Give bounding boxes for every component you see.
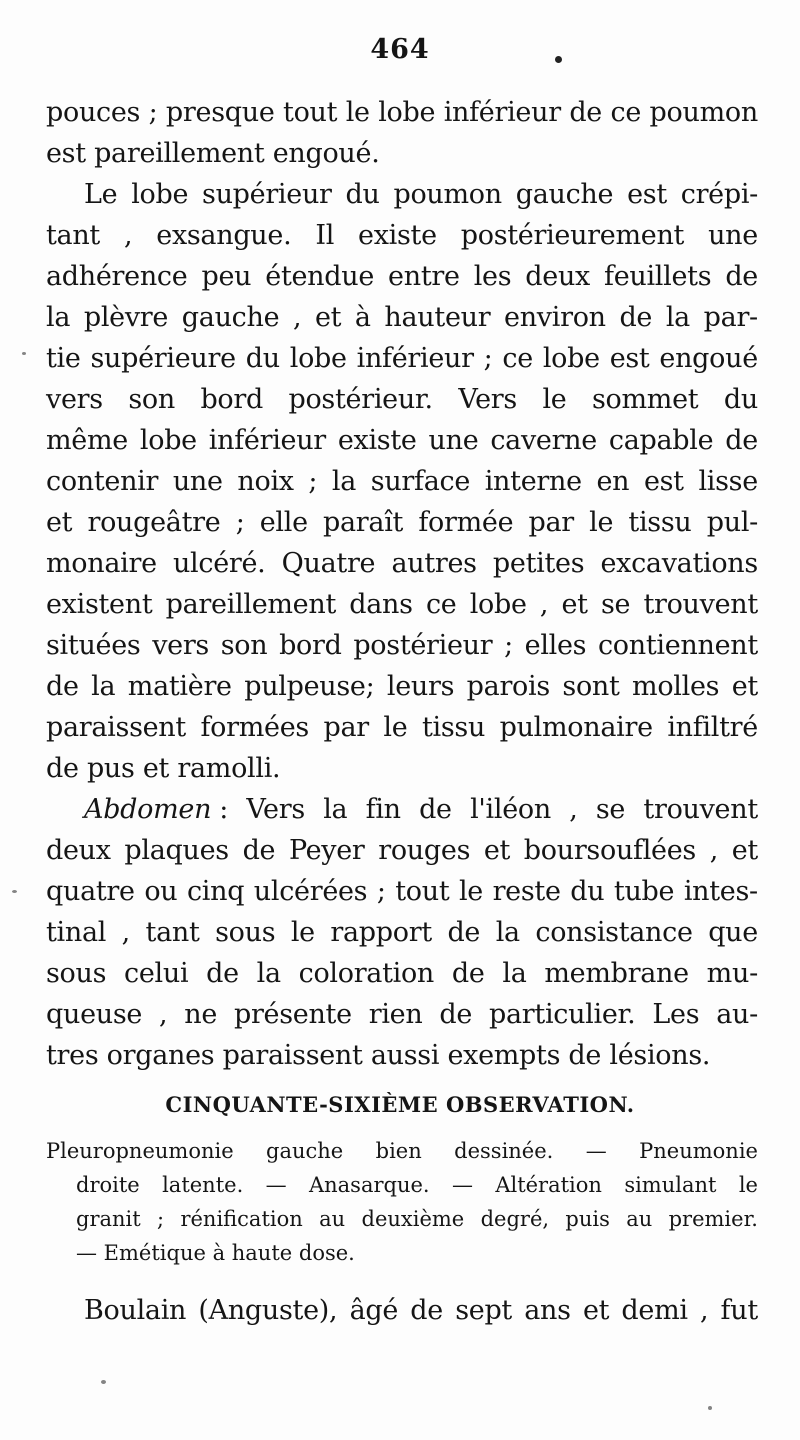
text-line (46, 420, 758, 461)
ink-speck-icon (22, 352, 26, 355)
text-line (46, 912, 758, 953)
word: peu (201, 261, 252, 292)
word: situées (46, 630, 141, 661)
word: ; (483, 343, 493, 374)
word: , (539, 589, 549, 620)
text-line (46, 871, 758, 912)
word: contiennent (597, 630, 758, 661)
word: la (323, 794, 348, 825)
word: noix (237, 466, 294, 497)
word: parois (466, 671, 550, 702)
word: lobe (469, 589, 527, 620)
word: de (206, 958, 239, 989)
word: plèvre (83, 302, 169, 333)
word: du (245, 343, 280, 374)
word: ; (235, 507, 245, 538)
text-line (46, 584, 758, 625)
word: de (410, 1295, 443, 1326)
summary-line: — Emétique à haute dose. (76, 1241, 355, 1265)
text-line (46, 174, 758, 215)
word: Il (315, 220, 335, 251)
word: rénification (180, 1207, 303, 1231)
word: : (219, 794, 228, 825)
word: une (708, 220, 758, 251)
word: la (331, 466, 357, 497)
word: autres (391, 548, 477, 579)
text-line (46, 953, 758, 994)
word: poumon (649, 97, 758, 128)
word: ou (144, 876, 178, 907)
word: vers (46, 384, 103, 415)
word: de (46, 671, 79, 702)
word: le (589, 507, 614, 538)
word: au (626, 1207, 653, 1231)
word: Vers (458, 384, 517, 415)
word: gauche (266, 1139, 344, 1163)
word: — (265, 1173, 287, 1197)
word: rouges (378, 835, 471, 866)
word: du (345, 179, 380, 210)
word: , (709, 835, 718, 866)
text-line: tres organes paraissent aussi exempts de lésions. (46, 1040, 711, 1071)
word: est (609, 343, 650, 374)
word: , (121, 917, 130, 948)
word: vers (152, 630, 209, 661)
word: les (473, 261, 512, 292)
word: ; (376, 876, 386, 907)
word: et (314, 302, 342, 333)
word: formée (418, 507, 514, 538)
word: ; (504, 630, 513, 661)
word: paraît (323, 507, 404, 538)
word: lisse (698, 466, 758, 497)
word: la (665, 302, 690, 333)
word: de (242, 835, 276, 866)
word: particulier. (489, 999, 636, 1030)
word: petites (492, 548, 585, 579)
word: fin (365, 794, 401, 825)
word: et (731, 671, 758, 702)
word: interne (484, 466, 582, 497)
word: ne (184, 999, 218, 1030)
word: , (123, 220, 133, 251)
word: — (585, 1139, 607, 1163)
word: de (447, 917, 481, 948)
word: deux (46, 835, 111, 866)
text-line (46, 215, 758, 256)
word: — (451, 1173, 473, 1197)
word: tant (46, 220, 100, 251)
word: bord (279, 630, 342, 661)
word: capable (608, 425, 714, 456)
word: trouvent (643, 589, 758, 620)
ink-speck-icon (12, 890, 17, 893)
word: monaire (46, 548, 157, 579)
word: reste (492, 876, 561, 907)
word: mu- (706, 958, 758, 989)
word: queuse (46, 999, 143, 1030)
word: existe (358, 220, 437, 251)
word: tout (283, 97, 338, 128)
summary-line (46, 1168, 758, 1202)
word: ans (524, 1295, 571, 1326)
word: le (290, 917, 315, 948)
word: le (542, 384, 567, 415)
observation-summary (46, 1134, 758, 1270)
word: ce (610, 97, 642, 128)
word: par (528, 507, 574, 538)
word: premier. (668, 1207, 758, 1231)
word: tout (395, 876, 450, 907)
word: demi (621, 1295, 688, 1326)
word: Les (652, 999, 700, 1030)
word: Pneumonie (639, 1139, 758, 1163)
word: trouvent (643, 794, 758, 825)
word: lobe (139, 425, 197, 456)
word: pareillement (165, 589, 336, 620)
word: inférieur (208, 425, 326, 456)
text-line (46, 1290, 758, 1331)
word: est (627, 179, 667, 210)
word: de (419, 794, 452, 825)
word: membrane (544, 958, 689, 989)
word: , (699, 1295, 709, 1326)
word: le (458, 876, 483, 907)
word: gauche (181, 302, 280, 333)
word: Vers (246, 794, 305, 825)
word: tie (46, 343, 81, 374)
word: entre (388, 261, 460, 292)
word: ulcérées (253, 876, 368, 907)
word: deux (525, 261, 590, 292)
word: son (220, 630, 268, 661)
word: dessinée. (454, 1139, 554, 1163)
word: est (643, 466, 684, 497)
word: feuillets (604, 261, 712, 292)
word: (Anguste), (198, 1295, 338, 1326)
word: molles (632, 671, 720, 702)
word: boursouflées (523, 835, 696, 866)
ink-speck-icon (708, 1406, 712, 1410)
text-line (46, 707, 758, 748)
word: caverne (490, 425, 597, 456)
word: Boulain (84, 1295, 187, 1326)
word: son (128, 384, 175, 415)
word: existent (46, 589, 153, 620)
word: une (428, 425, 479, 456)
word: en (596, 466, 630, 497)
word: droite (76, 1173, 140, 1197)
word: postérieur. (288, 384, 433, 415)
word: ; (157, 1207, 165, 1231)
word: rapport (330, 917, 432, 948)
text-line (46, 256, 758, 297)
text-line: de pus et ramolli. (46, 753, 281, 784)
word: , (292, 302, 302, 333)
text-line: est pareillement engoué. (46, 138, 380, 169)
word: Le (84, 179, 118, 210)
word: elle (259, 507, 308, 538)
word: lobe (542, 343, 600, 374)
word: degré, (480, 1207, 550, 1231)
page-number: 464 (370, 34, 430, 65)
word: lobe (131, 179, 189, 210)
word: latente. (162, 1173, 244, 1197)
word: de (619, 302, 653, 333)
word: et (731, 835, 758, 866)
word: coloration (298, 958, 435, 989)
word: de (725, 425, 758, 456)
word: le (383, 712, 408, 743)
word: crépi- (680, 179, 758, 210)
word: même (46, 425, 128, 456)
word: tissu (421, 712, 486, 743)
word: sous (46, 958, 107, 989)
summary-line (46, 1134, 758, 1168)
word: pouces (46, 97, 141, 128)
word: Pleuropneumonie (46, 1139, 234, 1163)
word: ce (502, 343, 533, 374)
word: la (46, 302, 71, 333)
text-line (46, 92, 758, 133)
ink-dot-icon (555, 56, 562, 63)
text-line (46, 543, 758, 584)
word: ce (425, 589, 457, 620)
word: pul- (706, 507, 758, 538)
word: que (708, 917, 758, 948)
word: ; (308, 466, 318, 497)
word: du (723, 384, 758, 415)
word: bord (200, 384, 263, 415)
word: de (451, 958, 485, 989)
word: formées (200, 712, 309, 743)
word: se (600, 589, 631, 620)
word: âgé (349, 1295, 399, 1326)
word: tant (145, 917, 200, 948)
word: deuxième (361, 1207, 465, 1231)
word: , (159, 999, 168, 1030)
word: infiltré (667, 712, 758, 743)
word: sept (455, 1295, 512, 1326)
word: rougeâtre (87, 507, 221, 538)
word: puis (565, 1207, 610, 1231)
word: au (319, 1207, 346, 1231)
word: et (483, 835, 511, 866)
word: gauche (515, 179, 614, 210)
summary-line (46, 1202, 758, 1236)
word: adhérence (46, 261, 188, 292)
word: la (495, 917, 520, 948)
word: sous (215, 917, 276, 948)
text-line (46, 666, 758, 707)
word: simulant (624, 1173, 717, 1197)
word: lobe (378, 97, 436, 128)
word: Anasarque. (308, 1173, 430, 1197)
word: par (323, 712, 369, 743)
word: Quatre (281, 548, 376, 579)
ink-speck-icon (101, 1380, 106, 1384)
word: le (738, 1173, 758, 1197)
word: fut (720, 1295, 758, 1326)
text-line (46, 502, 758, 543)
word: de (569, 97, 602, 128)
word: par- (703, 302, 758, 333)
word: environ (504, 302, 606, 333)
word: granit (76, 1207, 141, 1231)
word: exsangue. (156, 220, 292, 251)
word: presque (165, 97, 275, 128)
text-line (46, 625, 758, 666)
word: poumon (393, 179, 502, 210)
word: cinq (186, 876, 245, 907)
word: une (172, 466, 223, 497)
word: celui (124, 958, 189, 989)
word: de (439, 999, 473, 1030)
abdomen-label: Abdomen (84, 794, 212, 825)
word: lobe (289, 343, 347, 374)
word: excavations (600, 548, 758, 579)
word: hauteur (384, 302, 491, 333)
text-line (46, 461, 758, 502)
word: l'iléon (470, 794, 551, 825)
word: ulcéré. (172, 548, 266, 579)
word: postérieurement (460, 220, 685, 251)
word: postérieur (353, 630, 493, 661)
text-line (46, 994, 758, 1035)
word: supérieur (202, 179, 332, 210)
observation-body (46, 92, 758, 1076)
word: elles (524, 630, 587, 661)
word: leurs (386, 671, 455, 702)
abdomen-first-line (46, 789, 758, 830)
word: de (725, 261, 758, 292)
word: à (354, 302, 371, 333)
word: matière (127, 671, 232, 702)
word: du (570, 876, 605, 907)
word: et (582, 1295, 610, 1326)
word: bien (375, 1139, 422, 1163)
word: surface (370, 466, 471, 497)
word: quatre (46, 876, 135, 907)
word: , (569, 794, 578, 825)
word: le (345, 97, 370, 128)
word: présente (233, 999, 352, 1030)
word: pulpeuse; (244, 671, 375, 702)
word: Peyer (288, 835, 365, 866)
word: au- (716, 999, 758, 1030)
word: tissu (628, 507, 692, 538)
word: paraissent (46, 712, 186, 743)
word: la (502, 958, 527, 989)
word: se (595, 794, 626, 825)
word: tinal (46, 917, 107, 948)
word: et (561, 589, 588, 620)
word: contenir (46, 466, 159, 497)
word: pulmonaire (499, 712, 653, 743)
word: Altération (495, 1173, 602, 1197)
word: sommet (591, 384, 699, 415)
word: existe (337, 425, 417, 456)
word: rien (368, 999, 423, 1030)
word: tube (613, 876, 675, 907)
word: intes- (683, 876, 758, 907)
word: sont (562, 671, 620, 702)
observation-start (46, 1290, 758, 1331)
word: la (91, 671, 116, 702)
word: supérieure (90, 343, 236, 374)
word: consistance (535, 917, 693, 948)
text-line (46, 338, 758, 379)
section-title: CINQUANTE-SIXIÈME OBSERVATION. (165, 1092, 635, 1117)
abdomen-line-rest (211, 789, 758, 830)
word: et (46, 507, 73, 538)
text-line (46, 830, 758, 871)
word: inférieur (443, 97, 561, 128)
word: ; (148, 97, 158, 128)
word: engoué (659, 343, 758, 374)
word: la (256, 958, 281, 989)
word: dans (349, 589, 413, 620)
word: étendue (265, 261, 375, 292)
word: inférieur (356, 343, 474, 374)
text-line (46, 297, 758, 338)
word: plaques (124, 835, 229, 866)
text-line (46, 379, 758, 420)
